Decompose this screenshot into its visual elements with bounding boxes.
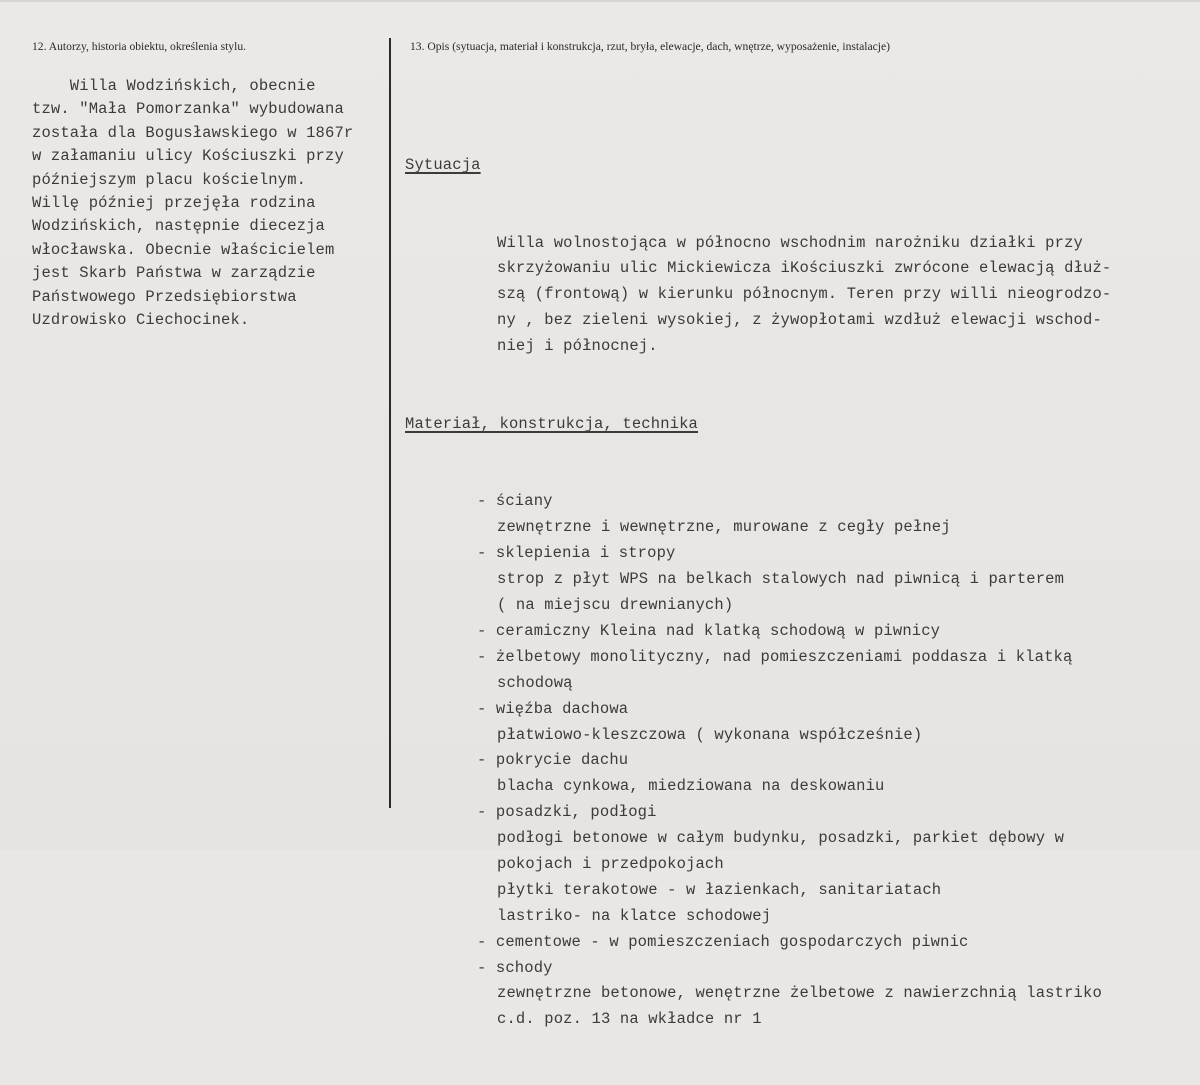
material-item: - schody <box>477 958 553 977</box>
situation-line: Willa wolnostojąca w północno wschodnim narożniku działki przy <box>497 233 1083 252</box>
history-line: Wodzińskich, następnie diecezja <box>32 217 325 236</box>
situation-line: ny , bez zieleni wysokiej, z żywopłotami wzdłuż elewacji wschod- <box>497 311 1102 330</box>
material-detail: zewnętrzne betonowe, wenętrzne żelbetowe z nawierzchnią lastriko <box>497 984 1102 1003</box>
description-text <box>405 101 1111 1085</box>
material-detail: lastriko- na klatce schodowej <box>497 906 772 925</box>
history-line: w załamaniu ulicy Kościuszki przy <box>32 147 344 166</box>
material-item: - cementowe - w pomieszczeniach gospodarczych piwnic <box>477 932 969 951</box>
history-line: włocławska. Obecnie właścicielem <box>32 240 335 259</box>
history-line: została dla Bogusławskiego w 1867r <box>32 123 354 142</box>
history-line: Państwowego Przedsiębiorstwa <box>32 287 297 306</box>
material-detail: c.d. poz. 13 na wkładce nr 1 <box>497 1010 762 1029</box>
material-item: - sklepienia i stropy <box>477 544 676 563</box>
history-text <box>32 75 353 332</box>
history-line: Willa Wodzińskich, obecnie <box>32 77 316 95</box>
material-detail: płatwiowo-kleszczowa ( wykonana współcześnie) <box>497 725 923 744</box>
material-item: - więźba dachowa <box>477 699 629 718</box>
heading-sytuacja: Sytuacja <box>405 155 481 174</box>
situation-line: niej i północnej. <box>497 337 658 356</box>
material-item: - posadzki, podłogi <box>477 803 657 822</box>
heading-material: Materiał, konstrukcja, technika <box>405 414 698 433</box>
material-detail: podłogi betonowe w całym budynku, posadzki, parkiet dębowy w <box>497 829 1065 848</box>
material-detail: płytki terakotowe - w łazienkach, sanitariatach <box>497 880 942 899</box>
section-12-header: 12. Autorzy, historia obiektu, określenia stylu. <box>32 40 247 53</box>
material-item: - żelbetowy monolityczny, nad pomieszczeniami poddasza i klatką <box>477 647 1073 666</box>
material-detail: blacha cynkowa, miedziowana na deskowaniu <box>497 777 885 796</box>
history-line: Willę później przejęła rodzina <box>32 193 316 212</box>
history-line: tzw. "Mała Pomorzanka" wybudowana <box>32 100 344 119</box>
history-line: Uzdrowisko Ciechocinek. <box>32 310 250 329</box>
material-item: - pokrycie dachu <box>477 751 629 770</box>
material-detail: strop z płyt WPS na belkach stalowych nad piwnicą i parterem <box>497 570 1065 589</box>
situation-line: skrzyżowaniu ulic Mickiewicza iKościuszki zwrócone elewacją dłuż- <box>497 259 1112 278</box>
material-list <box>405 489 1111 1033</box>
history-line: jest Skarb Państwa w zarządzie <box>32 264 316 283</box>
material-detail: zewnętrzne i wewnętrzne, murowane z cegły pełnej <box>497 518 951 537</box>
material-detail: schodową <box>497 673 573 692</box>
material-item: - ceramiczny Kleina nad klatką schodową w piwnicy <box>477 621 941 640</box>
section-13-header: 13. Opis (sytuacja, materiał i konstrukcja, rzut, bryła, elewacje, dach, wnętrze, wyposażenie, instalacje) <box>410 40 890 53</box>
material-item: - ściany <box>477 492 553 511</box>
situation-paragraph <box>405 231 1111 360</box>
material-detail: ( na miejscu drewnianych) <box>497 596 734 615</box>
history-line: późniejszym placu kościelnym. <box>32 170 307 189</box>
material-detail: pokojach i przedpokojach <box>497 854 724 873</box>
column-divider <box>389 38 391 808</box>
situation-line: szą (frontową) w kierunku północnym. Teren przy willi nieogrodzo- <box>497 285 1112 304</box>
